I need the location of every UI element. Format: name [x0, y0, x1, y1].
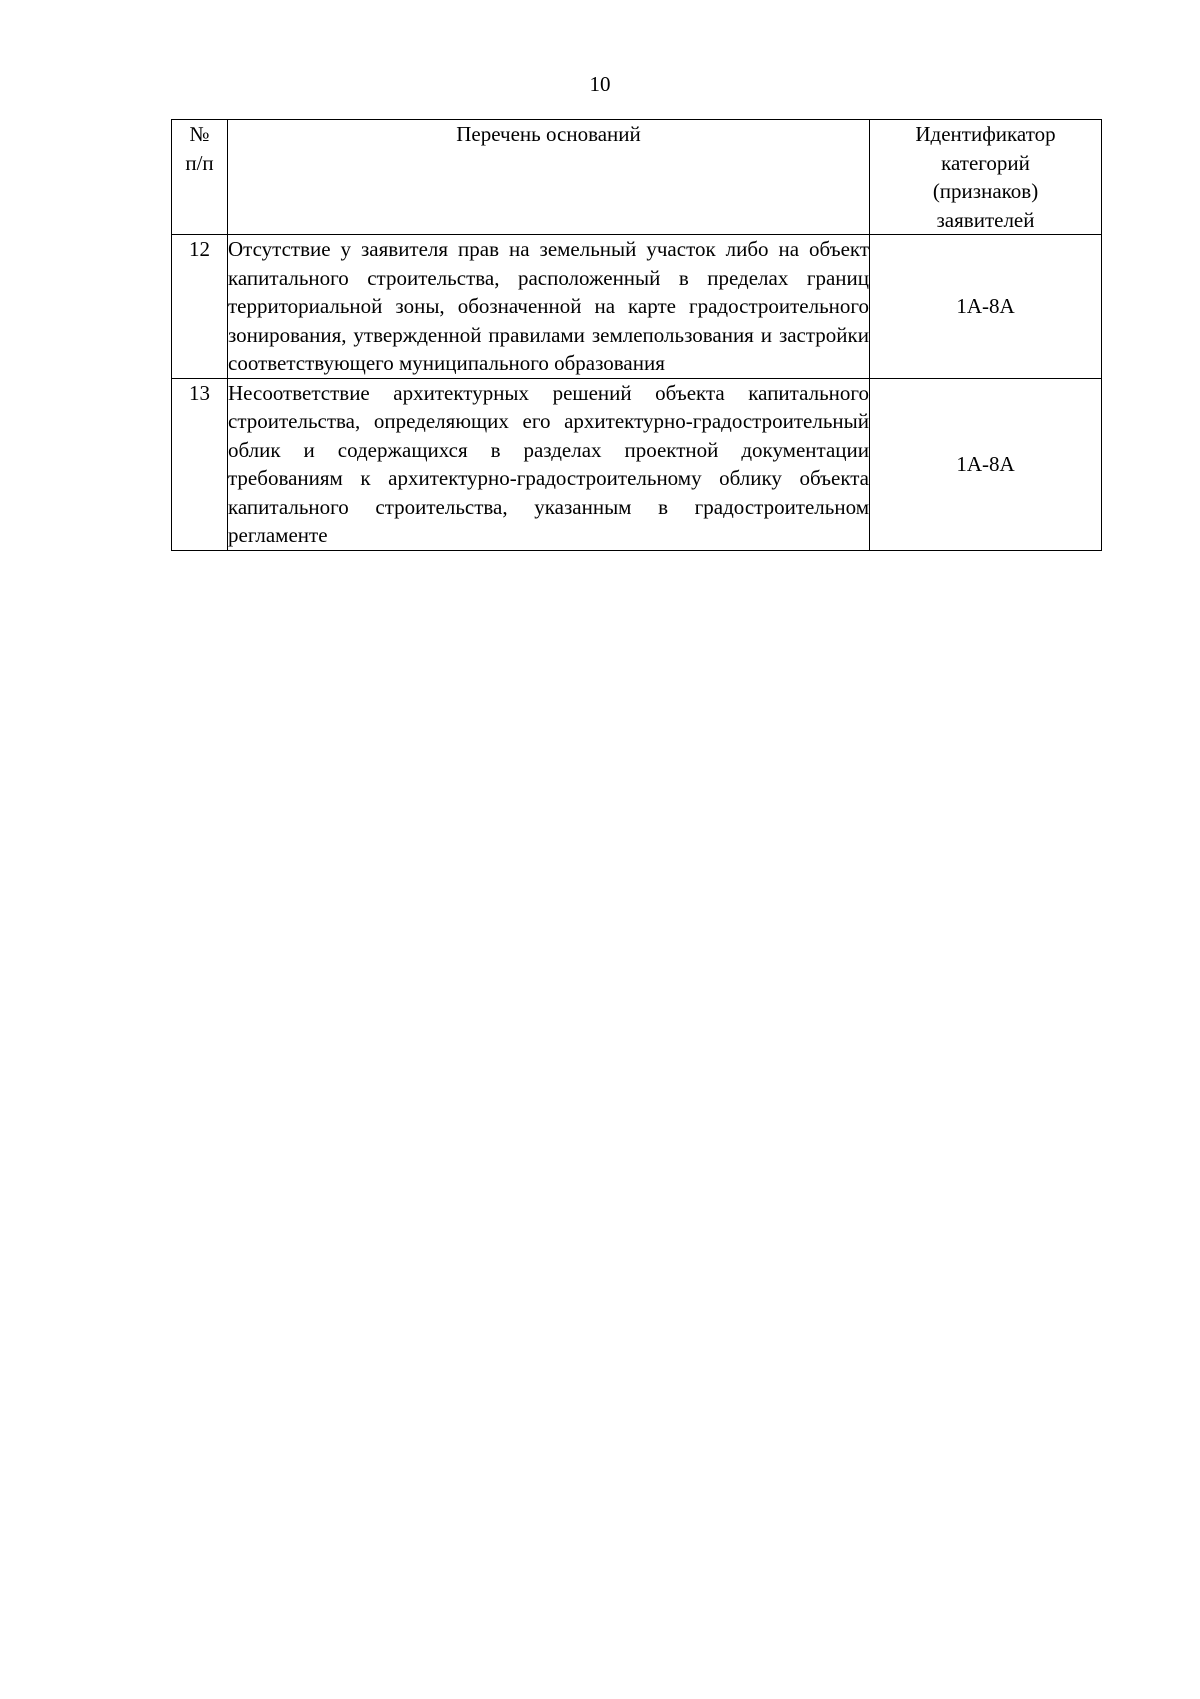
header-identifier [870, 120, 1102, 235]
header-number [172, 120, 228, 235]
row-number: 13 [172, 378, 228, 550]
header-identifier-line-1: Идентификатор [915, 122, 1056, 146]
row-number: 12 [172, 235, 228, 379]
header-number-line-2: п/п [185, 150, 214, 175]
header-identifier-line-3: (признаков) [932, 179, 1039, 203]
header-identifier-line-4: заявителей [936, 207, 1035, 232]
page-number: 10 [589, 72, 611, 96]
header-number-line-1: № [189, 122, 210, 146]
table-row [172, 235, 1102, 379]
row-identifier: 1А-8А [870, 235, 1102, 379]
table-row [172, 378, 1102, 550]
header-grounds: Перечень оснований [228, 120, 870, 235]
header-identifier-line-2: категорий [941, 150, 1030, 175]
row-identifier: 1А-8А [870, 378, 1102, 550]
row-grounds-text: Отсутствие у заявителя прав на земельный участок либо на объект капитального строительства, расположенный в пределах границ территориальной зоны, обозначенной на карте градостроительного зонирования, утвержденной правилами землепользования и застройки соответствующего муниципального образования [228, 235, 870, 379]
grounds-table [171, 119, 1102, 551]
table-header-row [172, 120, 1102, 235]
row-grounds-text: Несоответствие архитектурных решений объекта капитального строительства, определяющих его архитектурно-градостроительный облик и содержащихся в разделах проектной документации требованиям к архитектурно-градостроительному облику объекта капитального строительства, указанным в градостроительном регламенте [228, 378, 870, 550]
